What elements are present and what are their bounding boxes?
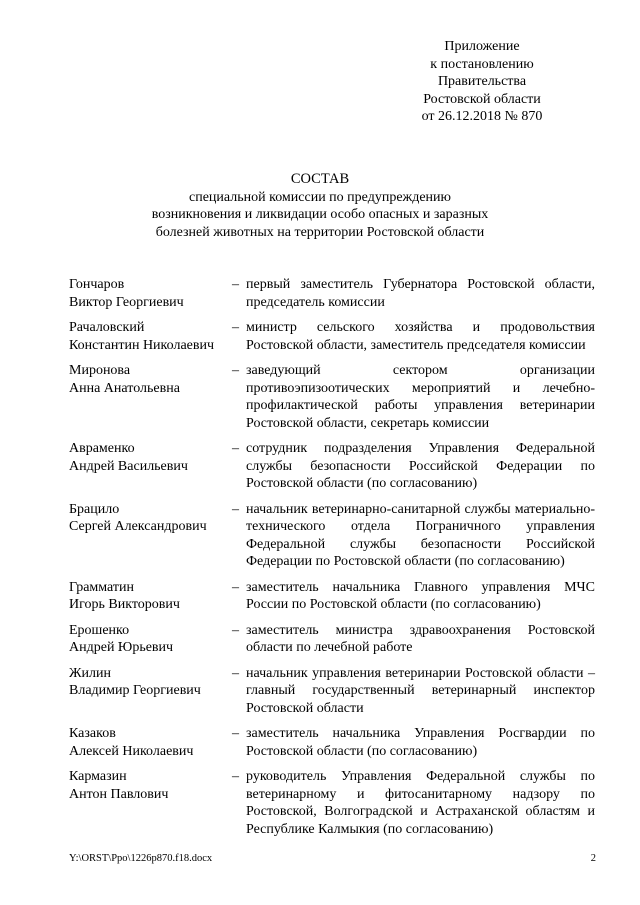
member-row: [69, 362, 595, 432]
dash: –: [232, 726, 239, 741]
dash: –: [232, 363, 239, 378]
member-surname: Ерошенко: [69, 622, 130, 638]
appendix-line: Ростовской области: [423, 91, 541, 107]
member-row: [69, 319, 595, 354]
member-role: заместитель начальника Управления Росгвардии по Ростовской области (по согласованию): [246, 726, 595, 759]
member-name: [69, 276, 232, 311]
title-line: специальной комиссии по предупреждению: [189, 189, 451, 205]
member-surname: Жилин: [69, 665, 112, 681]
members-list: [69, 276, 595, 846]
member-row: [69, 501, 595, 571]
member-surname: Брацило: [69, 501, 120, 517]
document-title: [0, 171, 640, 241]
member-given-name: Андрей Юрьевич: [69, 640, 174, 655]
member-surname: Рачаловский: [69, 320, 145, 335]
dash: –: [232, 622, 239, 638]
member-role: заместитель министра здравоохранения Ростовской области по лечебной работе: [246, 622, 595, 655]
dash: –: [232, 277, 239, 292]
dash: –: [232, 320, 239, 335]
member-surname: Казаков: [69, 726, 116, 741]
member-given-name: Андрей Васильевич: [69, 458, 188, 474]
dash: –: [232, 579, 239, 595]
footer-file-path: Y:\ORST\Ppo\1226p870.f18.docx: [69, 853, 213, 864]
appendix-block: [397, 38, 567, 126]
member-given-name: Виктор Георгиевич: [69, 294, 184, 310]
member-role: заведующий сектором организации противоэпизоотических мероприятий и лечебно-профилактической работы управления ветеринарии Ростовской области, секретарь комиссии: [246, 363, 595, 431]
appendix-line: к постановлению: [430, 56, 534, 72]
member-role: заместитель начальника Главного управления МЧС России по Ростовской области (по согласованию): [246, 579, 595, 612]
member-row: [69, 768, 595, 838]
member-role: сотрудник подразделения Управления Федеральной службы безопасности Российской Федерации по Ростовской области (по согласованию): [246, 441, 595, 491]
member-given-name: Игорь Викторович: [69, 597, 180, 612]
member-surname: Авраменко: [69, 441, 135, 456]
title-heading: СОСТАВ: [290, 171, 350, 187]
page-number: 2: [590, 853, 596, 864]
member-given-name: Сергей Александрович: [69, 519, 207, 534]
member-surname: Гончаров: [69, 277, 125, 292]
appendix-line: Приложение: [444, 39, 520, 54]
member-role: начальник управления ветеринарии Ростовской области – главный государственный ветеринарный инспектор Ростовской области: [246, 665, 595, 716]
member-row: [69, 579, 595, 614]
member-name: [69, 579, 232, 614]
member-row: [69, 725, 595, 760]
member-name: [69, 362, 232, 432]
member-role: руководитель Управления Федеральной службы по ветеринарному и фитосанитарному надзору по Ростовской, Волгоградской и Астраханской областям и Республике Калмыкия (по согласованию): [246, 769, 595, 837]
member-name: [69, 501, 232, 571]
member-surname: Миронова: [69, 363, 131, 378]
member-given-name: Алексей Николаевич: [69, 743, 194, 759]
member-row: [69, 665, 595, 718]
member-row: [69, 440, 595, 493]
member-name: [69, 622, 232, 657]
dash: –: [232, 769, 239, 784]
member-name: [69, 319, 232, 354]
member-name: [69, 440, 232, 493]
title-line: возникновения и ликвидации особо опасных и заразных: [151, 207, 489, 222]
member-role: первый заместитель Губернатора Ростовской области, председатель комиссии: [246, 277, 595, 310]
member-row: [69, 622, 595, 657]
member-surname: Грамматин: [69, 579, 135, 595]
member-given-name: Владимир Георгиевич: [69, 683, 201, 698]
dash: –: [232, 665, 239, 681]
dash: –: [232, 441, 239, 456]
member-name: [69, 725, 232, 760]
member-given-name: Константин Николаевич: [69, 337, 215, 353]
member-name: [69, 768, 232, 838]
member-name: [69, 665, 232, 718]
member-given-name: Антон Павлович: [69, 786, 169, 802]
appendix-line: от 26.12.2018 № 870: [421, 109, 543, 124]
dash: –: [232, 501, 239, 517]
member-surname: Кармазин: [69, 769, 127, 784]
member-given-name: Анна Анатольевна: [69, 380, 180, 396]
member-role: министр сельского хозяйства и продовольствия Ростовской области, заместитель председателя комиссии: [246, 320, 595, 353]
member-role: начальник ветеринарно-санитарной службы материально-технического отдела Пограничного управления Федеральной службы безопасности Российской Федерации по Ростовской области (по согласованию): [246, 501, 595, 569]
title-line: болезней животных на территории Ростовской области: [155, 224, 485, 240]
member-row: [69, 276, 595, 311]
appendix-line: Правительства: [437, 74, 527, 89]
